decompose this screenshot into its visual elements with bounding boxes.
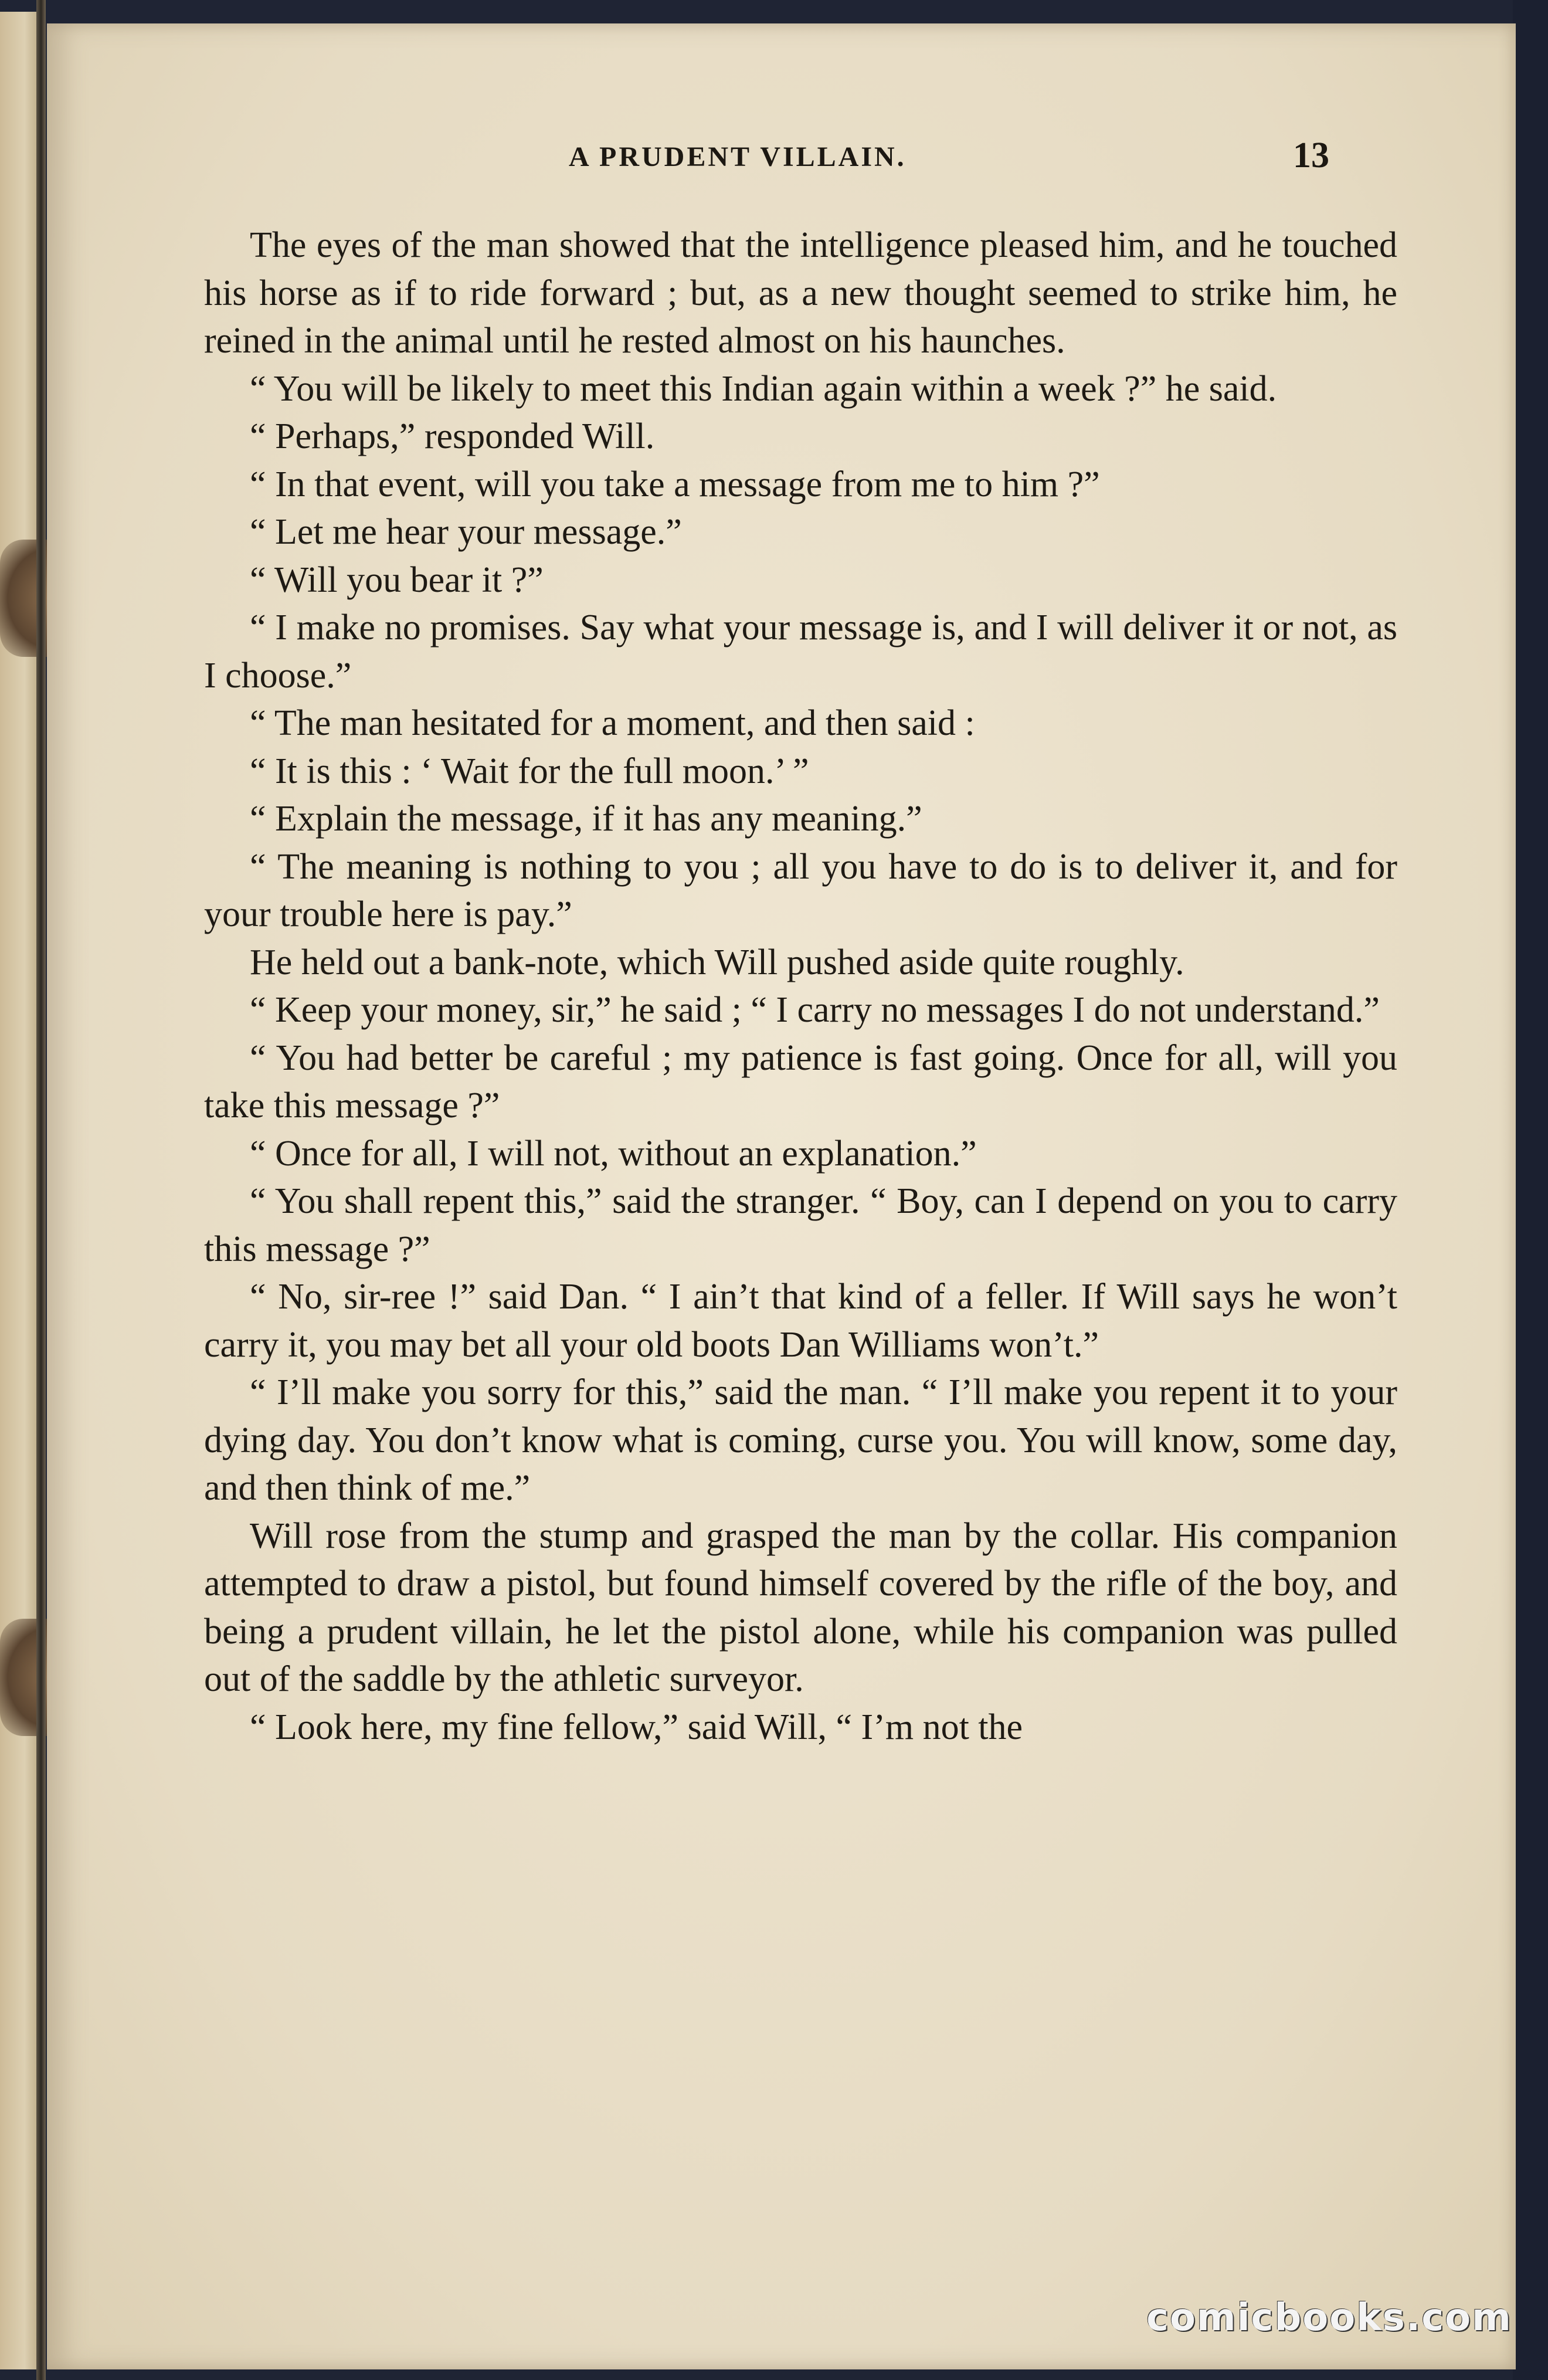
paragraph: Will rose from the stump and grasped the man by the collar. His companion attempted to draw a pistol, but found himself covered by the rifle of the boy, and being a prudent villain, he let the pistol alone, while his companion was pulled out of the saddle by the athletic surveyor. (204, 1516, 1397, 1699)
body-text (204, 222, 1397, 1751)
paragraph: “ Let me hear your message.” (250, 512, 682, 552)
paragraph: “ You will be likely to meet this Indian again within a week ?” he said. (250, 368, 1277, 409)
paragraph: “ Will you bear it ?” (250, 560, 544, 600)
scanner-background (1513, 0, 1548, 2380)
paragraph: The eyes of the man showed that the intelligence pleased him, and he touched his horse as if to ride forward ; but, as a new thought seemed to strike him, he reined in the animal until he rested almost on his haunches. (204, 225, 1397, 361)
paragraph: “ In that event, will you take a message from me to him ?” (250, 464, 1100, 504)
paragraph: “ The man hesitated for a moment, and then said : (250, 703, 975, 743)
paragraph: “ I’ll make you sorry for this,” said the man. “ I’ll make you repent it to your dying day. You don’t know what is coming, curse you. You will know, some day, and then think of me.” (204, 1372, 1397, 1508)
paragraph: “ It is this : ‘ Wait for the full moon.’ ” (250, 751, 809, 791)
paragraph: “ You shall repent this,” said the stranger. “ Boy, can I depend on you to carry this message ?” (204, 1181, 1397, 1269)
paragraph: “ Explain the message, if it has any meaning.” (250, 799, 922, 839)
book-page (47, 23, 1516, 2369)
watermark-text: comicbooks.com (1146, 2296, 1512, 2340)
paragraph: “ Perhaps,” responded Will. (250, 416, 655, 456)
paragraph: “ Once for all, I will not, without an explanation.” (250, 1133, 977, 1174)
paragraph: “ Look here, my fine fellow,” said Will, “ I’m not the (250, 1707, 1023, 1747)
paragraph: “ Keep your money, sir,” he said ; “ I carry no messages I do not understand.” (250, 990, 1380, 1030)
facing-page-edge (0, 12, 41, 2369)
paragraph: “ The meaning is nothing to you ; all you have to do is to deliver it, and for your trouble here is pay.” (204, 846, 1397, 934)
paragraph: “ No, sir-ree !” said Dan. “ I ain’t that kind of a feller. If Will says he won’t carry it, you may bet all your old boots Dan Williams won’t.” (204, 1277, 1397, 1365)
running-title: A PRUDENT VILLAIN. (569, 141, 907, 172)
book-gutter (36, 0, 46, 2380)
page-number: 13 (1293, 135, 1329, 175)
paragraph: He held out a bank-note, which Will pushed aside quite roughly. (250, 942, 1184, 982)
paragraph: “ I make no promises. Say what your message is, and I will deliver it or not, as I choose.” (204, 608, 1397, 696)
paragraph: “ You had better be careful ; my patience is fast going. Once for all, will you take this message ?” (204, 1038, 1397, 1125)
page-header (47, 117, 1516, 176)
